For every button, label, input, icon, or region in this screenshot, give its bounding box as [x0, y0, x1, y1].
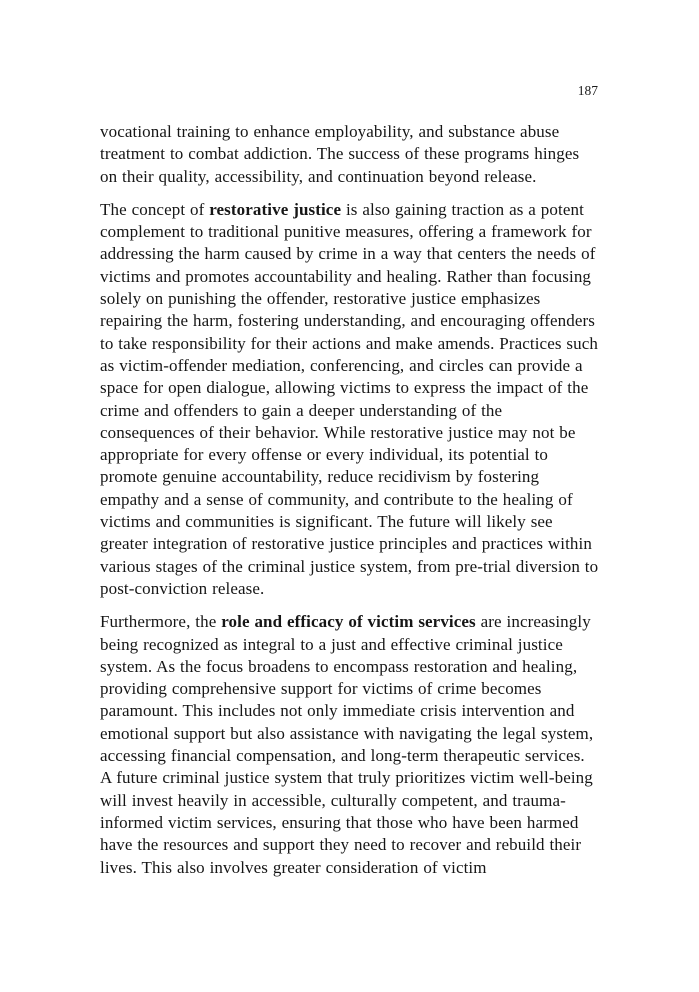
paragraph-3-bold-text: role and efficacy of victim services: [221, 612, 476, 632]
paragraph-1: [100, 121, 600, 188]
paragraph-2: [100, 199, 600, 600]
paragraph-3-text: Furthermore, the: [100, 612, 222, 632]
page-content: [100, 121, 600, 890]
paragraph-1-text: vocational training to enhance employability, and substance abuse treatment to combat addiction. The success of these programs hinges on their quality, accessibility, and continuation beyond release.: [100, 122, 580, 186]
paragraph-3: [100, 611, 600, 879]
page-number: 187: [577, 83, 598, 98]
paragraph-2-text-after: is also gaining traction as a potent complement to traditional punitive measures, offering a framework for addressing the harm caused by crime in a way that centers the needs of victims and promotes accountability and healing. Rather than focusing solely on punishing the offender, restorative justice emphasizes repairing the harm, fostering understanding, and encouraging offenders to take responsibility for their actions and make amends. Practices such as victim-offender mediation, conferencing, and circles can provide a space for open dialogue, allowing victims to express the impact of the crime and offenders to gain a deeper understanding of the consequences of their behavior. While restorative justice may not be appropriate for every offense or every individual, its potential to promote genuine accountability, reduce recidivism by fostering empathy and a sense of community, and contribute to the healing of victims and communities is significant. The future will likely see greater integration of restorative justice principles and practices within various stages of the criminal justice system, from pre-trial diversion to post-conviction release.: [100, 199, 599, 598]
paragraph-2-bold-text: restorative justice: [209, 199, 342, 219]
paragraph-2-text: The concept of: [100, 199, 210, 219]
paragraph-3-text-after: are increasingly being recognized as integral to a just and effective criminal justice system. As the focus broadens to encompass restoration and healing, providing comprehensive support for victims of crime becomes paramount. This includes not only immediate crisis intervention and emotional support but also assistance with navigating the legal system, accessing financial compensation, and long-term therapeutic services. A future criminal justice system that truly prioritizes victim well-being will invest heavily in accessible, culturally competent, and trauma-informed victim services, ensuring that those who have been harmed have the resources and support they need to recover and rebuild their lives. This also involves greater consideration of victim: [100, 612, 594, 877]
